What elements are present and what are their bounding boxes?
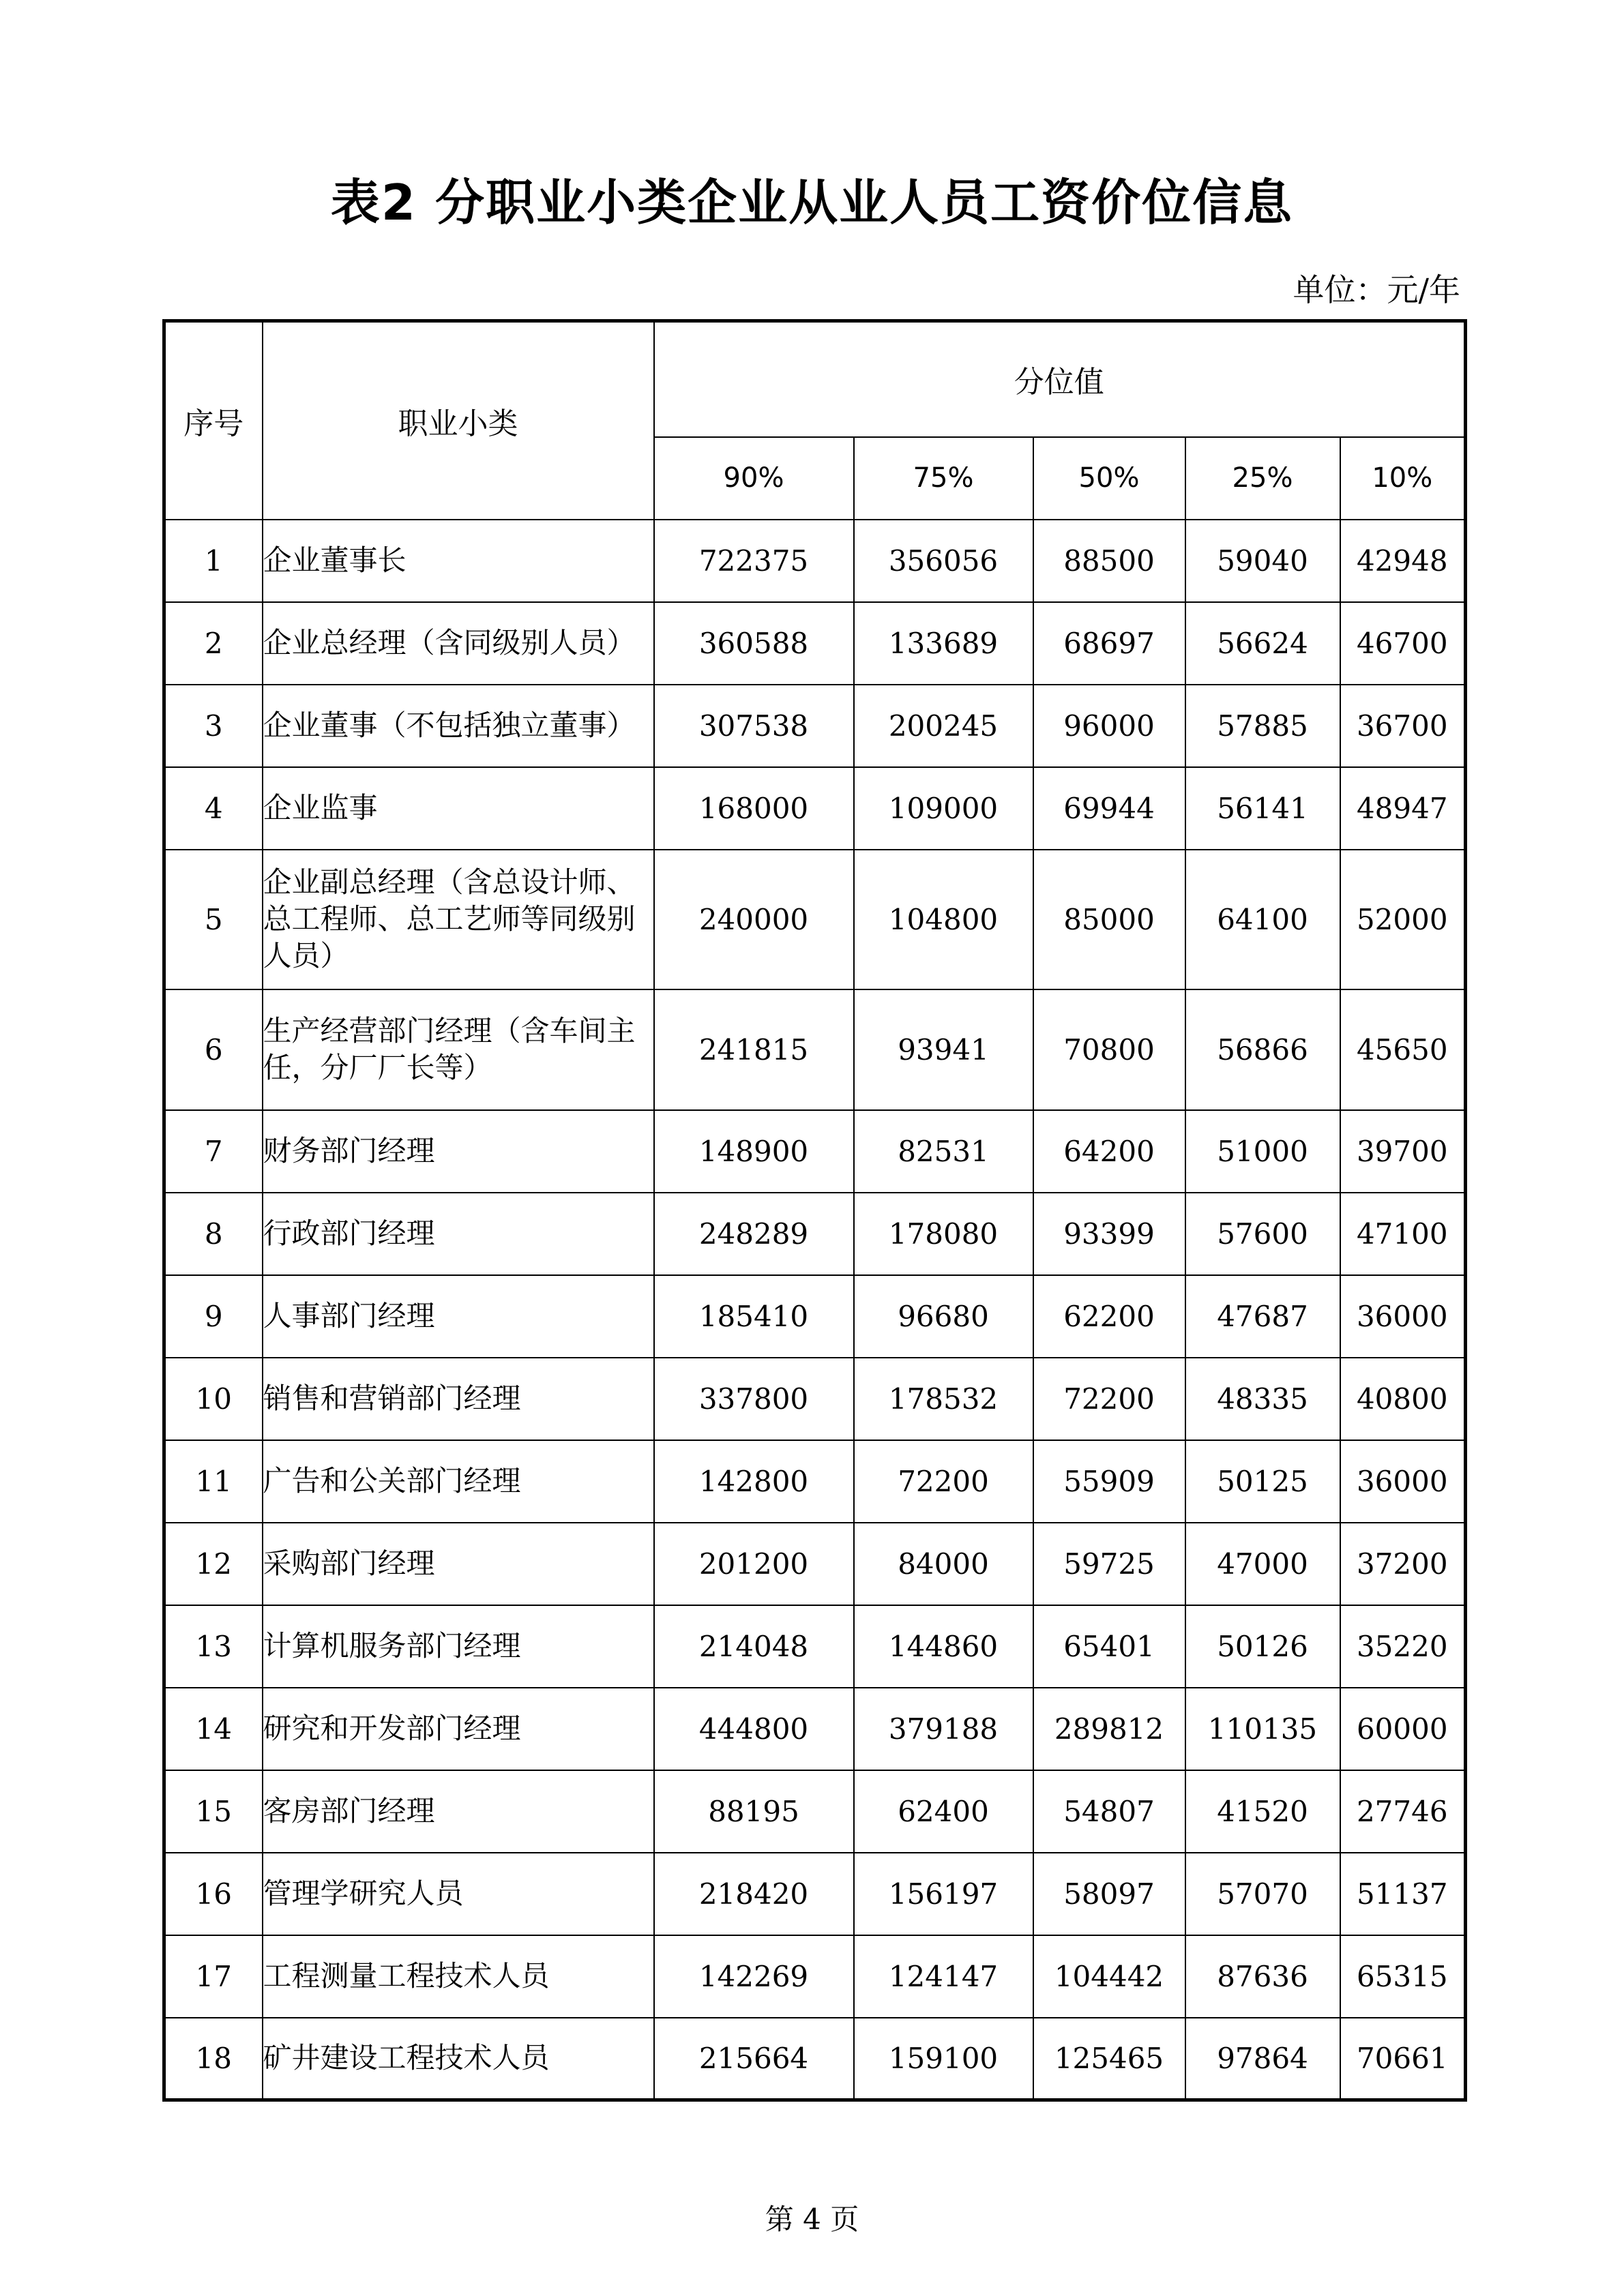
row-value-p10: 27746 <box>1340 1770 1466 1853</box>
row-value-p10: 48947 <box>1340 767 1466 850</box>
row-value-p25: 59040 <box>1185 520 1340 602</box>
row-value-p75: 379188 <box>854 1688 1033 1770</box>
row-value-p75: 356056 <box>854 520 1033 602</box>
row-value-p75: 178080 <box>854 1193 1033 1275</box>
row-occupation: 企业董事长 <box>263 520 654 602</box>
row-value-p50: 125465 <box>1033 2018 1185 2100</box>
row-value-p90: 360588 <box>654 602 854 685</box>
row-value-p90: 337800 <box>654 1358 854 1440</box>
wage-table <box>162 319 1467 2102</box>
row-value-p90: 307538 <box>654 685 854 767</box>
row-occupation: 客房部门经理 <box>263 1770 654 1853</box>
row-index: 15 <box>164 1770 263 1853</box>
row-value-p10: 52000 <box>1340 850 1466 989</box>
row-value-p10: 46700 <box>1340 602 1466 685</box>
row-value-p50: 54807 <box>1033 1770 1185 1853</box>
row-index: 14 <box>164 1688 263 1770</box>
row-value-p50: 70800 <box>1033 989 1185 1110</box>
row-occupation: 管理学研究人员 <box>263 1853 654 1935</box>
row-value-p10: 39700 <box>1340 1110 1466 1193</box>
header-index: 序号 <box>164 321 263 520</box>
row-value-p25: 97864 <box>1185 2018 1340 2100</box>
row-index: 7 <box>164 1110 263 1193</box>
row-occupation: 企业监事 <box>263 767 654 850</box>
row-value-p50: 62200 <box>1033 1275 1185 1358</box>
row-occupation: 销售和营销部门经理 <box>263 1358 654 1440</box>
row-value-p50: 68697 <box>1033 602 1185 685</box>
row-value-p75: 133689 <box>854 602 1033 685</box>
row-value-p25: 56141 <box>1185 767 1340 850</box>
page-title: 表2 分职业小类企业从业人员工资价位信息 <box>330 174 1294 231</box>
row-value-p10: 35220 <box>1340 1605 1466 1688</box>
row-value-p10: 36000 <box>1340 1440 1466 1523</box>
row-value-p75: 178532 <box>854 1358 1033 1440</box>
table-row <box>164 1853 1466 1935</box>
row-index: 17 <box>164 1935 263 2018</box>
row-value-p90: 142800 <box>654 1440 854 1523</box>
row-value-p75: 200245 <box>854 685 1033 767</box>
row-value-p50: 64200 <box>1033 1110 1185 1193</box>
row-occupation: 研究和开发部门经理 <box>263 1688 654 1770</box>
row-occupation: 工程测量工程技术人员 <box>263 1935 654 2018</box>
table-body <box>164 520 1466 2100</box>
row-value-p10: 37200 <box>1340 1523 1466 1605</box>
row-value-p75: 93941 <box>854 989 1033 1110</box>
row-value-p90: 201200 <box>654 1523 854 1605</box>
row-value-p25: 57600 <box>1185 1193 1340 1275</box>
row-value-p75: 124147 <box>854 1935 1033 2018</box>
row-value-p75: 104800 <box>854 850 1033 989</box>
table-row <box>164 1275 1466 1358</box>
row-occupation: 行政部门经理 <box>263 1193 654 1275</box>
row-occupation: 人事部门经理 <box>263 1275 654 1358</box>
row-index: 4 <box>164 767 263 850</box>
row-value-p25: 56624 <box>1185 602 1340 685</box>
row-occupation: 计算机服务部门经理 <box>263 1605 654 1688</box>
row-index: 2 <box>164 602 263 685</box>
row-value-p25: 64100 <box>1185 850 1340 989</box>
row-value-p75: 109000 <box>854 767 1033 850</box>
unit-label: 单位：元/年 <box>1293 271 1460 308</box>
row-value-p25: 47687 <box>1185 1275 1340 1358</box>
row-index: 9 <box>164 1275 263 1358</box>
table-row <box>164 1935 1466 2018</box>
table-row <box>164 1523 1466 1605</box>
row-index: 12 <box>164 1523 263 1605</box>
row-occupation: 财务部门经理 <box>263 1110 654 1193</box>
row-value-p50: 65401 <box>1033 1605 1185 1688</box>
row-value-p90: 148900 <box>654 1110 854 1193</box>
row-value-p75: 96680 <box>854 1275 1033 1358</box>
row-value-p25: 110135 <box>1185 1688 1340 1770</box>
row-value-p10: 36000 <box>1340 1275 1466 1358</box>
header-occupation: 职业小类 <box>263 321 654 520</box>
table-row <box>164 850 1466 989</box>
row-value-p25: 87636 <box>1185 1935 1340 2018</box>
row-value-p90: 88195 <box>654 1770 854 1853</box>
row-value-p50: 58097 <box>1033 1853 1185 1935</box>
row-value-p25: 48335 <box>1185 1358 1340 1440</box>
table-row <box>164 2018 1466 2100</box>
table-row <box>164 1358 1466 1440</box>
row-value-p75: 72200 <box>854 1440 1033 1523</box>
row-value-p90: 185410 <box>654 1275 854 1358</box>
row-value-p90: 241815 <box>654 989 854 1110</box>
table-row <box>164 685 1466 767</box>
row-value-p90: 218420 <box>654 1853 854 1935</box>
table-row <box>164 989 1466 1110</box>
row-value-p75: 62400 <box>854 1770 1033 1853</box>
row-occupation: 广告和公关部门经理 <box>263 1440 654 1523</box>
row-value-p90: 168000 <box>654 767 854 850</box>
row-index: 8 <box>164 1193 263 1275</box>
row-value-p50: 93399 <box>1033 1193 1185 1275</box>
row-occupation: 企业董事（不包括独立董事） <box>263 685 654 767</box>
row-value-p90: 215664 <box>654 2018 854 2100</box>
page-number: 第 4 页 <box>765 2203 859 2236</box>
row-occupation: 生产经营部门经理（含车间主任，分厂厂长等） <box>263 989 654 1110</box>
row-value-p10: 36700 <box>1340 685 1466 767</box>
row-value-p90: 722375 <box>654 520 854 602</box>
row-value-p25: 50125 <box>1185 1440 1340 1523</box>
row-value-p90: 142269 <box>654 1935 854 2018</box>
row-index: 3 <box>164 685 263 767</box>
table-header <box>164 321 1466 520</box>
row-value-p75: 82531 <box>854 1110 1033 1193</box>
row-value-p50: 289812 <box>1033 1688 1185 1770</box>
row-value-p50: 72200 <box>1033 1358 1185 1440</box>
table-row <box>164 1688 1466 1770</box>
row-value-p25: 51000 <box>1185 1110 1340 1193</box>
table-row <box>164 520 1466 602</box>
row-value-p10: 40800 <box>1340 1358 1466 1440</box>
table-row <box>164 1605 1466 1688</box>
row-occupation: 企业副总经理（含总设计师、总工程师、总工艺师等同级别人员） <box>263 850 654 989</box>
row-index: 13 <box>164 1605 263 1688</box>
row-index: 16 <box>164 1853 263 1935</box>
row-value-p25: 57070 <box>1185 1853 1340 1935</box>
row-value-p25: 50126 <box>1185 1605 1340 1688</box>
row-value-p25: 41520 <box>1185 1770 1340 1853</box>
row-value-p50: 69944 <box>1033 767 1185 850</box>
row-value-p25: 57885 <box>1185 685 1340 767</box>
header-p50: 50% <box>1033 437 1185 520</box>
row-value-p50: 88500 <box>1033 520 1185 602</box>
header-p90: 90% <box>654 437 854 520</box>
header-p75: 75% <box>854 437 1033 520</box>
row-value-p75: 144860 <box>854 1605 1033 1688</box>
row-value-p10: 47100 <box>1340 1193 1466 1275</box>
row-value-p10: 70661 <box>1340 2018 1466 2100</box>
row-value-p75: 159100 <box>854 2018 1033 2100</box>
row-index: 1 <box>164 520 263 602</box>
row-value-p50: 59725 <box>1033 1523 1185 1605</box>
row-value-p10: 65315 <box>1340 1935 1466 2018</box>
row-value-p90: 240000 <box>654 850 854 989</box>
table-row <box>164 1110 1466 1193</box>
header-p25: 25% <box>1185 437 1340 520</box>
table-row <box>164 1770 1466 1853</box>
row-index: 5 <box>164 850 263 989</box>
row-value-p50: 104442 <box>1033 1935 1185 2018</box>
table-row <box>164 1440 1466 1523</box>
table-row <box>164 602 1466 685</box>
row-value-p90: 248289 <box>654 1193 854 1275</box>
row-value-p90: 214048 <box>654 1605 854 1688</box>
row-index: 18 <box>164 2018 263 2100</box>
row-index: 10 <box>164 1358 263 1440</box>
row-value-p75: 156197 <box>854 1853 1033 1935</box>
row-value-p10: 42948 <box>1340 520 1466 602</box>
row-occupation: 采购部门经理 <box>263 1523 654 1605</box>
row-value-p25: 56866 <box>1185 989 1340 1110</box>
row-occupation: 企业总经理（含同级别人员） <box>263 602 654 685</box>
row-value-p10: 51137 <box>1340 1853 1466 1935</box>
row-value-p50: 96000 <box>1033 685 1185 767</box>
row-value-p90: 444800 <box>654 1688 854 1770</box>
header-p10: 10% <box>1340 437 1466 520</box>
row-value-p75: 84000 <box>854 1523 1033 1605</box>
row-value-p25: 47000 <box>1185 1523 1340 1605</box>
row-index: 11 <box>164 1440 263 1523</box>
row-index: 6 <box>164 989 263 1110</box>
table-row <box>164 1193 1466 1275</box>
header-percentile-group: 分位值 <box>654 321 1466 437</box>
row-value-p50: 55909 <box>1033 1440 1185 1523</box>
row-value-p10: 60000 <box>1340 1688 1466 1770</box>
row-occupation: 矿井建设工程技术人员 <box>263 2018 654 2100</box>
table-row <box>164 767 1466 850</box>
row-value-p50: 85000 <box>1033 850 1185 989</box>
row-value-p10: 45650 <box>1340 989 1466 1110</box>
